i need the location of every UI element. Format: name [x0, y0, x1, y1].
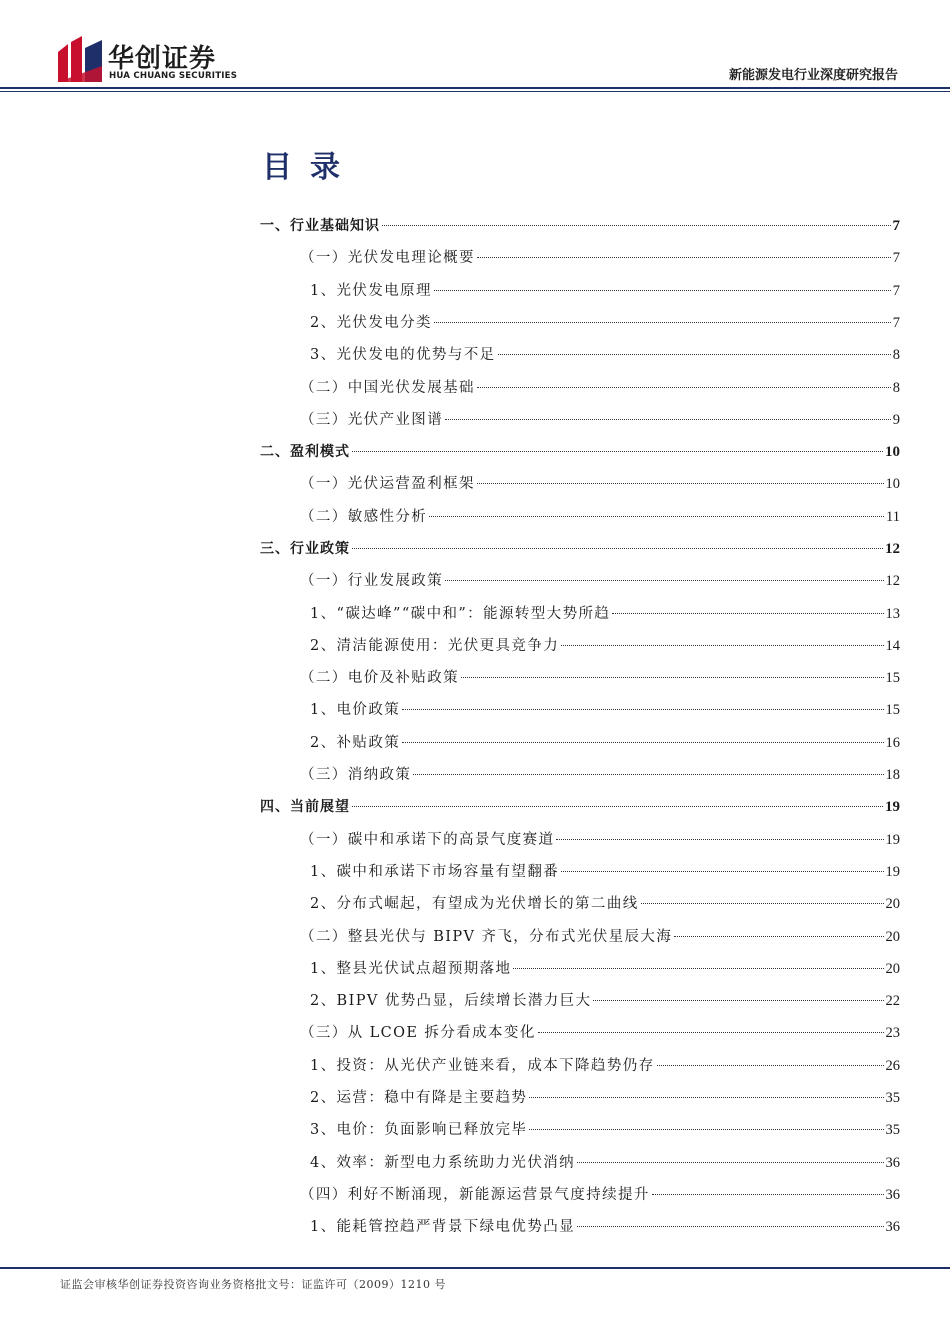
- toc-entry-title: 3、光伏发电的优势与不足: [310, 347, 496, 363]
- toc-leader-dots: [477, 257, 891, 258]
- toc-entry-page: 35: [885, 1122, 900, 1138]
- toc-entry-page: 13: [885, 606, 900, 622]
- toc-entry[interactable]: [260, 312, 900, 334]
- toc-entry-page: 12: [885, 573, 900, 589]
- toc-leader-dots: [561, 871, 883, 872]
- toc-leader-dots: [413, 774, 883, 775]
- toc-leader-dots: [429, 516, 884, 517]
- toc-entry-title: （一）光伏运营盈利框架: [300, 476, 475, 492]
- company-logo: [58, 36, 248, 86]
- toc-entry-title: 2、清洁能源使用：光伏更具竞争力: [310, 638, 560, 654]
- toc-leader-dots: [556, 839, 883, 840]
- toc-entry-page: 15: [885, 702, 900, 718]
- page-header: [0, 0, 950, 96]
- toc-entry-page: 20: [885, 929, 900, 945]
- toc-entry[interactable]: [260, 1119, 900, 1141]
- toc-entry[interactable]: [260, 667, 900, 689]
- toc-title: 目录: [262, 150, 358, 185]
- toc-leader-dots: [577, 1162, 883, 1163]
- logo-chinese-name: 华创证券: [108, 44, 217, 74]
- toc-entry[interactable]: [260, 893, 900, 915]
- toc-entry[interactable]: [260, 409, 900, 431]
- toc-entry[interactable]: [260, 796, 900, 818]
- toc-entry[interactable]: [260, 603, 900, 625]
- toc-entry[interactable]: [260, 570, 900, 592]
- toc-entry-title: 四、当前展望: [260, 799, 350, 815]
- toc-entry-page: 36: [885, 1219, 900, 1235]
- toc-entry-title: 三、行业政策: [260, 541, 350, 557]
- toc-entry-page: 35: [885, 1090, 900, 1106]
- toc-entry-page: 20: [885, 961, 900, 977]
- toc-leader-dots: [445, 580, 883, 581]
- toc-leader-dots: [402, 709, 883, 710]
- header-divider: [0, 87, 950, 89]
- toc-leader-dots: [352, 548, 883, 549]
- toc-entry[interactable]: [260, 344, 900, 366]
- toc-entry-title: 1、光伏发电原理: [310, 283, 432, 299]
- toc-entry[interactable]: [260, 764, 900, 786]
- toc-entry-page: 7: [892, 283, 900, 299]
- toc-entry[interactable]: [260, 441, 900, 463]
- toc-entry-page: 20: [885, 896, 900, 912]
- toc-leader-dots: [577, 1226, 883, 1227]
- toc-entry[interactable]: [260, 732, 900, 754]
- toc-entry[interactable]: [260, 1087, 900, 1109]
- toc-entry-page: 18: [885, 767, 900, 783]
- toc-entry-page: 8: [892, 380, 900, 396]
- toc-entry-title: 1、投资：从光伏产业链来看，成本下降趋势仍存: [310, 1058, 655, 1074]
- toc-leader-dots: [498, 354, 891, 355]
- toc-leader-dots: [461, 677, 884, 678]
- toc-entry-title: （三）消纳政策: [300, 767, 412, 783]
- logo-mark-icon: [58, 36, 102, 82]
- toc-entry-page: 7: [892, 250, 900, 266]
- toc-entry-title: （二）整县光伏与 BIPV 齐飞，分布式光伏星辰大海: [300, 929, 673, 945]
- toc-leader-dots: [352, 451, 883, 452]
- toc-entry-page: 22: [885, 993, 900, 1009]
- toc-entry-page: 10: [885, 444, 900, 460]
- toc-leader-dots: [445, 419, 891, 420]
- toc-entry-page: 36: [885, 1155, 900, 1171]
- toc-entry-title: 2、分布式崛起，有望成为光伏增长的第二曲线: [310, 896, 639, 912]
- toc-entry-page: 26: [885, 1058, 900, 1074]
- toc-leader-dots: [529, 1097, 883, 1098]
- toc-leader-dots: [434, 322, 891, 323]
- toc-entry-page: 23: [885, 1025, 900, 1041]
- toc-entry[interactable]: [260, 1184, 900, 1206]
- toc-entry[interactable]: [260, 247, 900, 269]
- toc-entry[interactable]: [260, 473, 900, 495]
- toc-entry[interactable]: [260, 506, 900, 528]
- toc-entry-title: （二）中国光伏发展基础: [300, 380, 475, 396]
- toc-entry-page: 19: [885, 799, 900, 815]
- header-divider-thin: [0, 91, 950, 92]
- toc-entry-title: （一）行业发展政策: [300, 573, 444, 589]
- toc-leader-dots: [402, 742, 883, 743]
- toc-entry-page: 9: [892, 412, 900, 428]
- toc-leader-dots: [641, 903, 884, 904]
- toc-entry[interactable]: [260, 538, 900, 560]
- toc-entry-page: 7: [892, 315, 900, 331]
- toc-entry-title: （四）利好不断涌现，新能源运营景气度持续提升: [300, 1187, 650, 1203]
- toc-entry-title: 1、整县光伏试点超预期落地: [310, 961, 512, 977]
- toc-entry-title: （三）光伏产业图谱: [300, 412, 444, 428]
- toc-entry[interactable]: [260, 1152, 900, 1174]
- toc-entry[interactable]: [260, 1022, 900, 1044]
- toc-entry-page: 10: [885, 476, 900, 492]
- toc-entry[interactable]: [260, 377, 900, 399]
- toc-entry[interactable]: [260, 926, 900, 948]
- toc-entry[interactable]: [260, 635, 900, 657]
- toc-entry[interactable]: [260, 958, 900, 980]
- toc-entry-page: 12: [885, 541, 900, 557]
- toc-leader-dots: [382, 225, 891, 226]
- toc-entry-page: 8: [892, 347, 900, 363]
- toc-entry-title: 1、能耗管控趋严背景下绿电优势凸显: [310, 1219, 576, 1235]
- toc-entry-page: 11: [886, 509, 900, 525]
- toc-entry[interactable]: [260, 699, 900, 721]
- toc-leader-dots: [612, 613, 883, 614]
- toc-leader-dots: [513, 968, 883, 969]
- report-title: 新能源发电行业深度研究报告: [728, 68, 898, 83]
- toc-entry[interactable]: [260, 829, 900, 851]
- toc-leader-dots: [657, 1065, 884, 1066]
- toc-leader-dots: [352, 806, 883, 807]
- toc-entry[interactable]: [260, 1216, 900, 1238]
- toc-entry-title: （一）碳中和承诺下的高景气度赛道: [300, 832, 555, 848]
- toc-entry-title: 2、运营：稳中有降是主要趋势: [310, 1090, 528, 1106]
- toc-entry-title: （一）光伏发电理论概要: [300, 250, 475, 266]
- toc-entry-title: 2、补贴政策: [310, 735, 401, 751]
- toc-entry-title: 1、“碳达峰”“碳中和”：能源转型大势所趋: [310, 606, 611, 622]
- toc-entry[interactable]: [260, 990, 900, 1012]
- toc-entry[interactable]: [260, 280, 900, 302]
- toc-entry-page: 15: [885, 670, 900, 686]
- toc-entry-title: 2、光伏发电分类: [310, 315, 432, 331]
- toc-entry-title: 一、行业基础知识: [260, 218, 380, 234]
- toc-leader-dots: [477, 483, 884, 484]
- toc-leader-dots: [652, 1194, 884, 1195]
- toc-leader-dots: [477, 387, 891, 388]
- toc-entry[interactable]: [260, 215, 900, 237]
- toc-leader-dots: [538, 1032, 884, 1033]
- toc-entry-title: 1、电价政策: [310, 702, 401, 718]
- toc-entry-title: 3、电价：负面影响已释放完毕: [310, 1122, 528, 1138]
- logo-english-name: HUA CHUANG SECURITIES: [109, 71, 238, 81]
- toc-entry[interactable]: [260, 861, 900, 883]
- footer-divider: [0, 1267, 950, 1269]
- toc-entry-title: 1、碳中和承诺下市场容量有望翻番: [310, 864, 560, 880]
- toc-entry-page: 19: [885, 864, 900, 880]
- toc-entry-page: 14: [885, 638, 900, 654]
- toc-leader-dots: [674, 936, 883, 937]
- footer-license-text: 证监会审核华创证券投资咨询业务资格批文号：证监许可（2009）1210 号: [60, 1278, 446, 1291]
- toc-entry-title: （二）电价及补贴政策: [300, 670, 459, 686]
- toc-entry-title: 4、效率：新型电力系统助力光伏消纳: [310, 1155, 576, 1171]
- toc-entry-page: 36: [885, 1187, 900, 1203]
- toc-entry-page: 16: [885, 735, 900, 751]
- toc-entry-title: （三）从 LCOE 拆分看成本变化: [300, 1025, 536, 1041]
- toc-entry-title: 二、盈利模式: [260, 444, 350, 460]
- toc-leader-dots: [561, 645, 883, 646]
- toc-entry-page: 7: [892, 218, 900, 234]
- toc-entry-title: （二）敏感性分析: [300, 509, 428, 525]
- toc-leader-dots: [434, 290, 891, 291]
- toc-leader-dots: [593, 1000, 883, 1001]
- toc-entry-title: 2、BIPV 优势凸显，后续增长潜力巨大: [310, 993, 592, 1009]
- toc-entry-page: 19: [885, 832, 900, 848]
- toc-leader-dots: [529, 1129, 883, 1130]
- toc-entry[interactable]: [260, 1055, 900, 1077]
